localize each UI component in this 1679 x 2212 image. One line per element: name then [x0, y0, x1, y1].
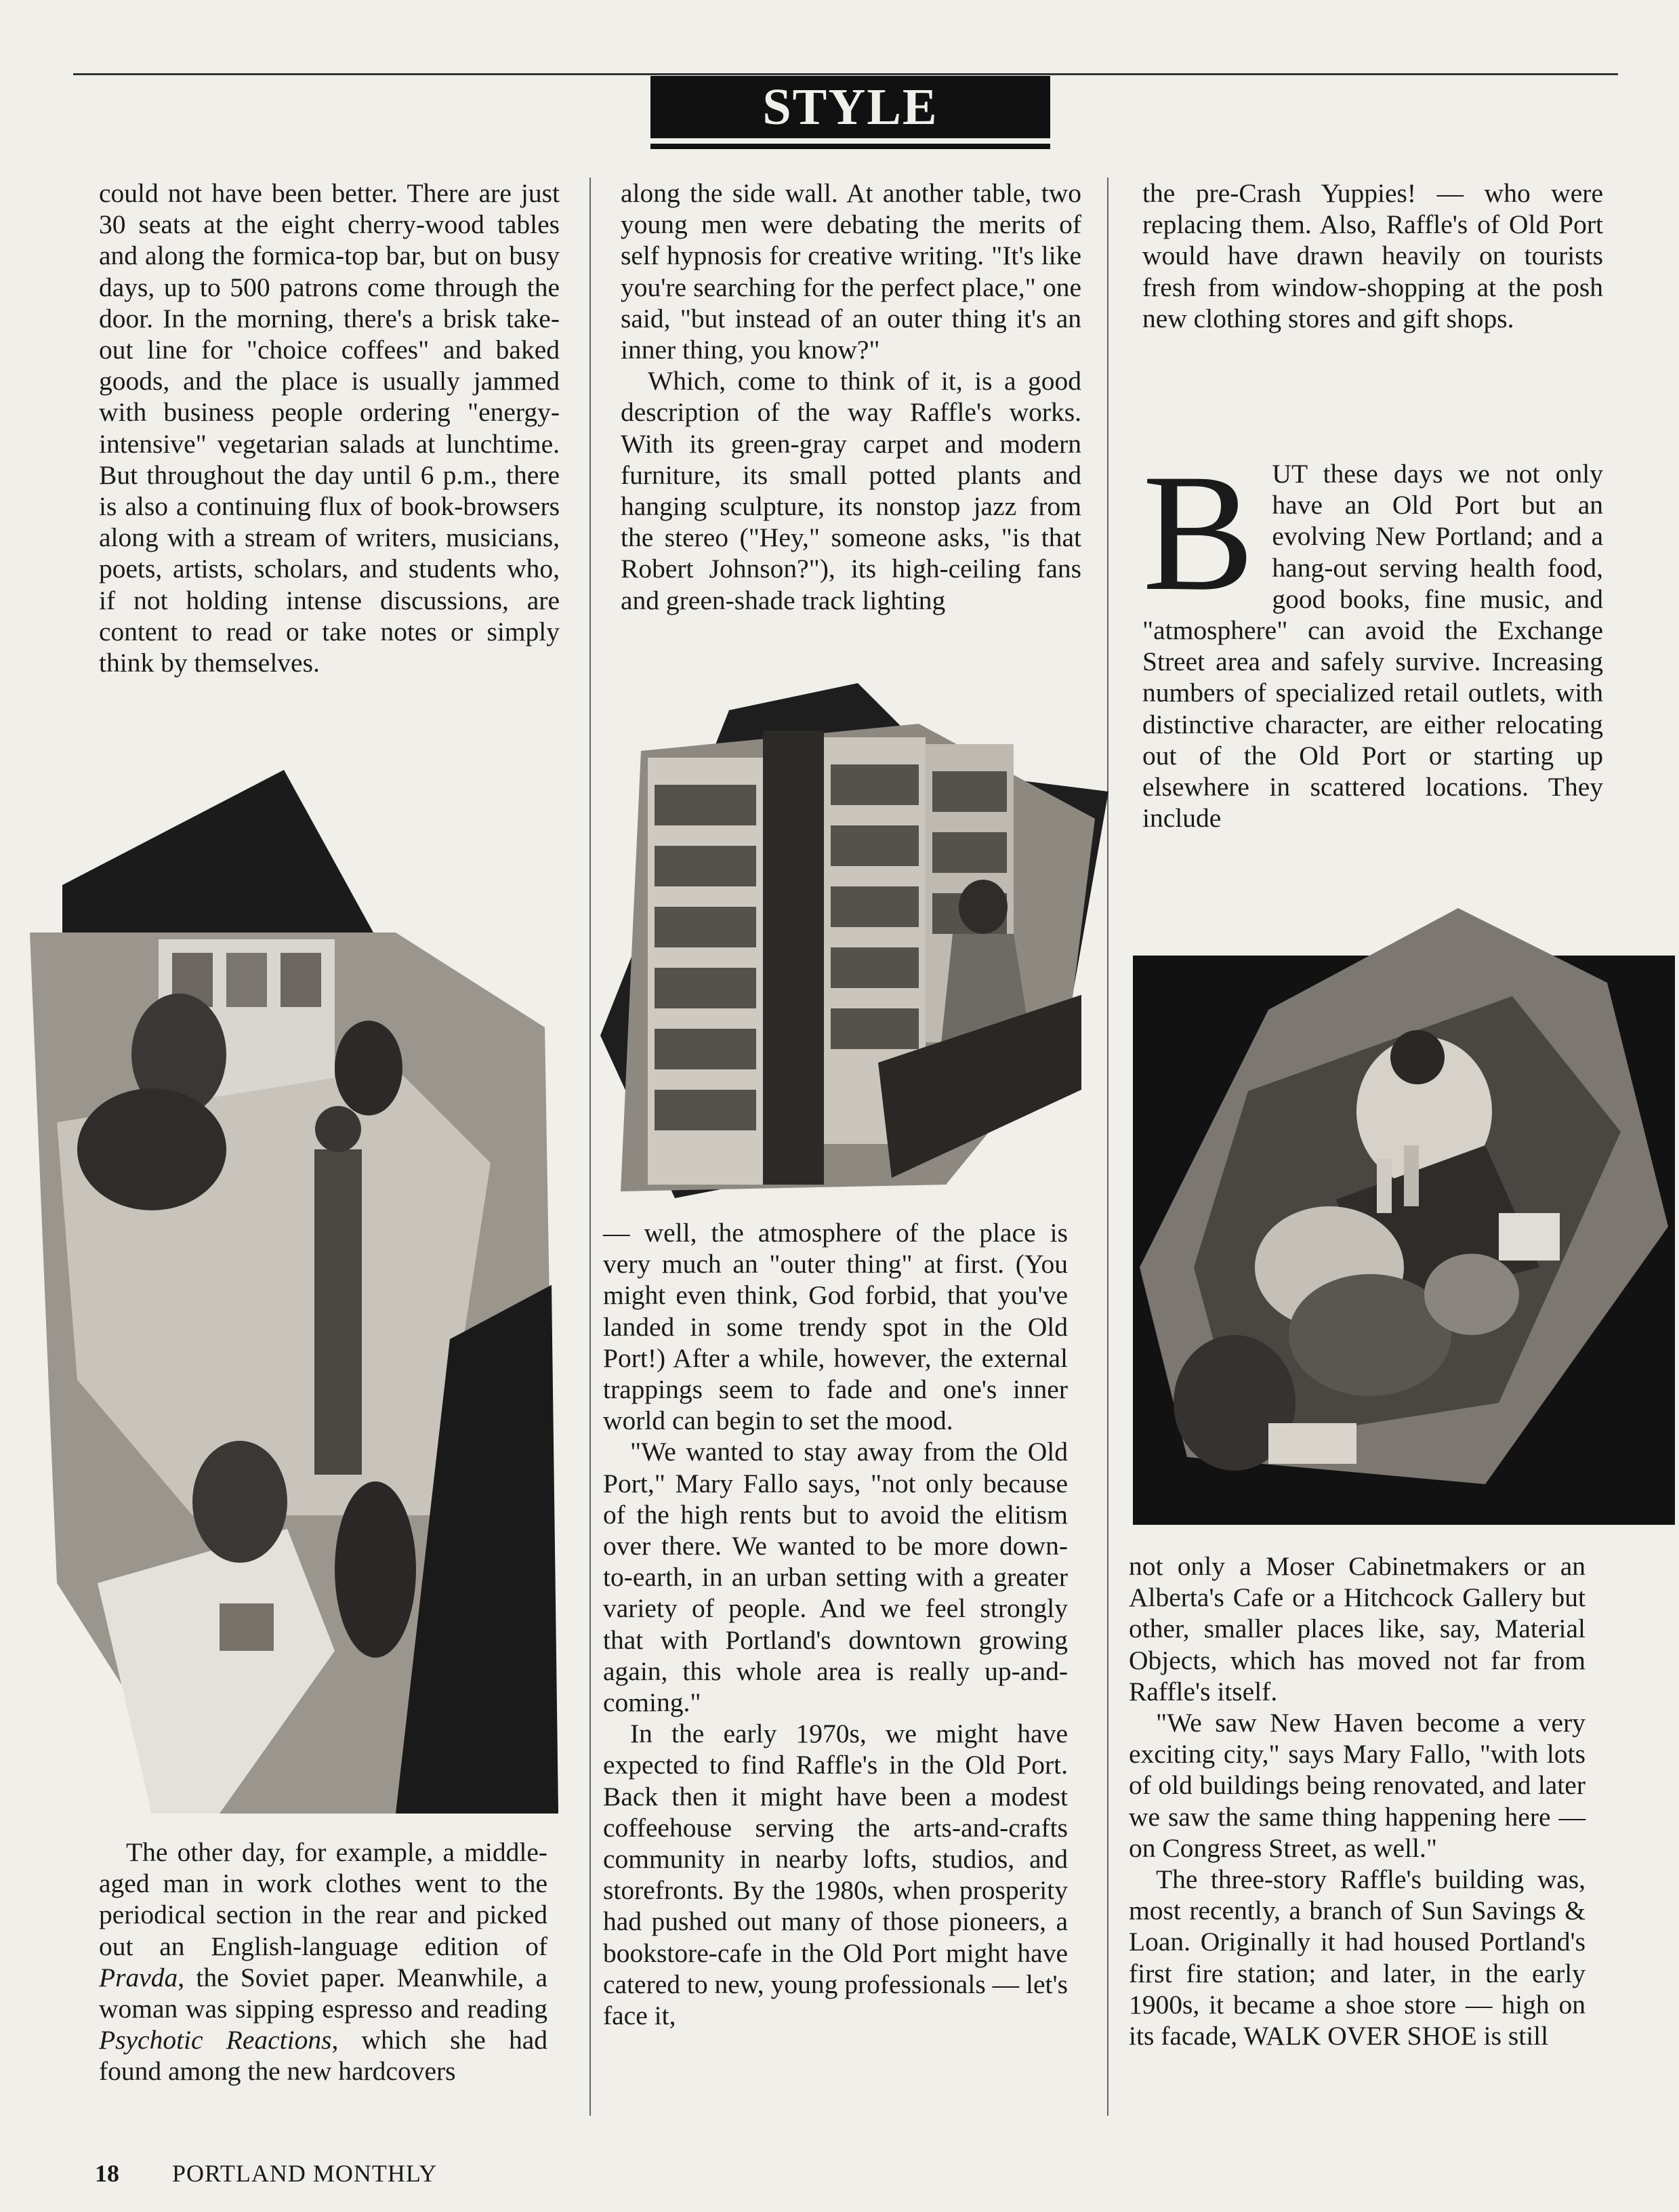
column-1-top	[99, 178, 560, 678]
cafe-counter-photo	[16, 770, 558, 1814]
paragraph: Which, come to think of it, is a good description of the way Raffle's works. With its green-gray carpet and modern furniture, its small potted plants and hanging sculpture, its nonstop jazz from the stereo ("Hey," someone asks, "is that Robert Johnson?"), its high-ceiling fans and green-shade track lighting	[621, 366, 1081, 615]
column-2-bottom	[603, 1217, 1068, 2031]
paragraph: "We saw New Haven become a very exciting city," says Mary Fallo, "with lots of old buildings being renovated, and later we saw the same thing happening here — on Congress Street, as well."	[1129, 1708, 1585, 1863]
text-run: The other day, for example, a middle-aged man in work clothes went to the periodical section in the rear and picked out an English-language edition of	[99, 1837, 547, 1961]
section-header-underline	[650, 144, 1050, 149]
text-run: UT these days we not only have an Old Port but an evolving New Portland; and a hang-out serving health food, good books, fine music, and "atmosphere" can avoid the Exchange Street area and safely survive. Increasing numbers of specialized retail outlets, with distinctive character, are either relocating out of the Old Port or starting up elsewhere in scattered locations. They include	[1142, 459, 1603, 834]
column-rule-1	[589, 178, 591, 2116]
bookshelves-photo	[594, 683, 1108, 1198]
paragraph: could not have been better. There are just 30 seats at the eight cherry-wood tables and along the formica-top bar, but on busy days, up to 500 patrons come through the door. In the morning, there's a brisk take-out line for "choice coffees" and baked goods, and the place is usually jammed with business people ordering "energy-intensive" vegetarian salads at lunchtime. But throughout the day until 6 p.m., there is also a continuing flux of book-browsers along with a stream of writers, musicians, poets, artists, scholars, and students who, if not holding intense discussions, are content to read or take notes or simply think by themselves.	[99, 178, 560, 678]
paragraph: the pre-Crash Yuppies! — who were replacing them. Also, Raffle's of Old Port would have drawn heavily on tourists fresh from window-shopping at the posh new clothing stores and gift shops.	[1142, 178, 1603, 333]
magazine-name: PORTLAND MONTHLY	[172, 2160, 438, 2187]
paragraph: The three-story Raffle's building was, most recently, a branch of Sun Savings & Loan. Originally it had housed Portland's first fire station; and later, in the early 1900s, it became a shoe store — high on its facade, WALK OVER SHOE is still	[1129, 1864, 1585, 2051]
paragraph	[1142, 439, 1603, 834]
top-rule	[73, 73, 1618, 75]
table-overhead-photo	[1133, 888, 1675, 1525]
title-psychotic-reactions: Psychotic Reactions	[99, 2025, 332, 2055]
text-run: , which she had found among the new hardcovers	[99, 2025, 548, 2087]
paragraph: — well, the atmosphere of the place is very much an "outer thing" at first. (You might even think, God forbid, that you've landed in some trendy spot in the Old Port!) After a while, however, the external trappings seem to fade and one's inner world can begin to set the mood.	[603, 1218, 1068, 1436]
text-run: , the Soviet paper. Meanwhile, a woman was sipping espresso and reading	[99, 1962, 547, 2024]
column-2-top	[621, 178, 1081, 616]
paragraph	[99, 1837, 547, 2087]
drop-cap: B	[1142, 439, 1255, 626]
paragraph: "We wanted to stay away from the Old Port," Mary Fallo says, "not only because of the high rents but to avoid the elitism over there. We wanted to be more down-to-earth, in an urban setting with a greater variety of people. And we feel strongly that with Portland's downtown growing again, this whole area is really up-and-coming."	[603, 1437, 1068, 1718]
page-number: 18	[95, 2160, 119, 2187]
column-3-top	[1142, 178, 1603, 334]
paragraph: along the side wall. At another table, two young men were debating the merits of self hypnosis for creative writing. "It's like you're searching for the perfect place," one said, "but instead of an outer thing it's an inner thing, you know?"	[621, 178, 1081, 365]
column-3-middle	[1142, 439, 1603, 834]
paragraph: In the early 1970s, we might have expected to find Raffle's in the Old Port. Back then it might have been a modest coffeehouse serving the arts-and-crafts community in nearby lofts, studios, and storefronts. By the 1980s, when prosperity had pushed out many of those pioneers, a bookstore-cafe in the Old Port might have catered to new, young professionals — let's face it,	[603, 1719, 1068, 2031]
column-1-bottom	[99, 1837, 547, 2087]
column-3-bottom	[1129, 1551, 1585, 2051]
title-pravda: Pravda	[99, 1962, 178, 1992]
paragraph: not only a Moser Cabinetmakers or an Alberta's Cafe or a Hitchcock Gallery but other, smaller places like, say, Material Objects, which has moved not far from Raffle's itself.	[1129, 1551, 1585, 1706]
section-header: STYLE	[650, 76, 1050, 138]
